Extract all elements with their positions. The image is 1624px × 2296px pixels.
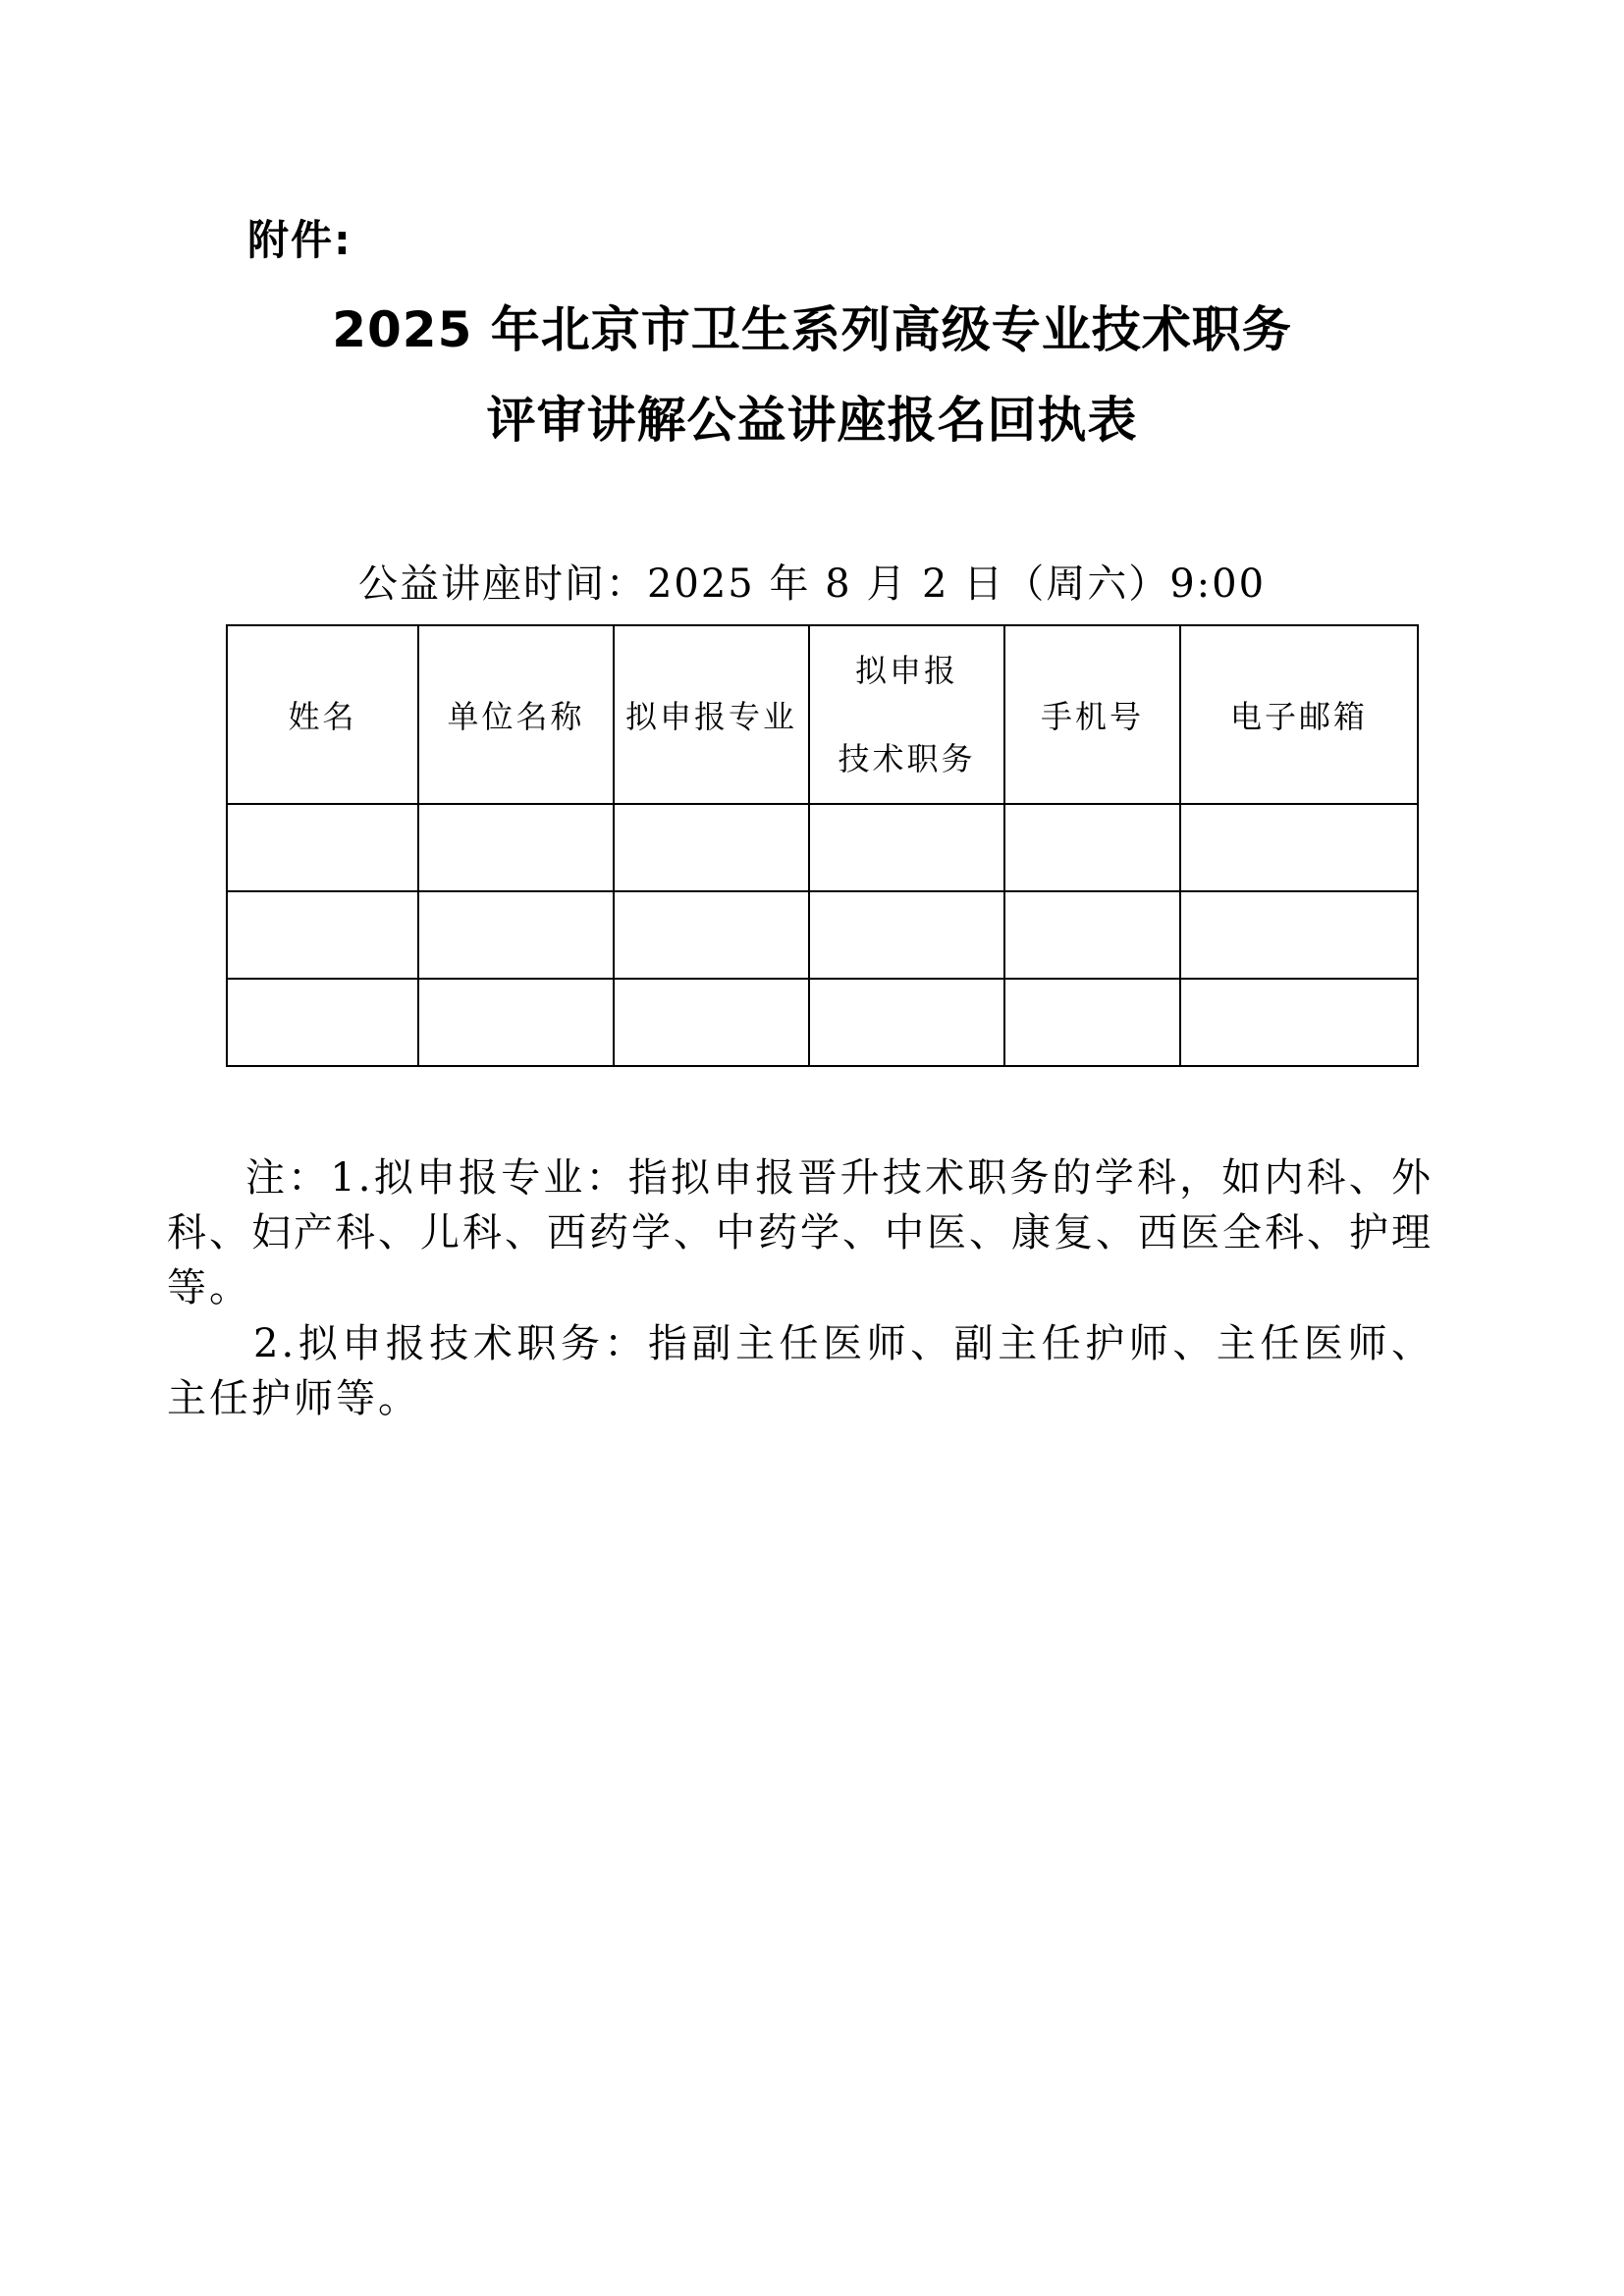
cell-specialty[interactable] [614, 979, 809, 1066]
header-organization: 单位名称 [418, 625, 614, 804]
table-row [227, 979, 1418, 1066]
header-title-line-2: 技术职务 [838, 740, 976, 777]
cell-specialty[interactable] [614, 804, 809, 891]
cell-phone[interactable] [1004, 891, 1180, 979]
header-title-line-1: 拟申报 [854, 652, 958, 689]
cell-email[interactable] [1180, 804, 1418, 891]
header-name: 姓名 [227, 625, 418, 804]
header-phone: 手机号 [1004, 625, 1180, 804]
table-row [227, 804, 1418, 891]
header-title [809, 625, 1004, 804]
cell-name[interactable] [227, 804, 418, 891]
header-specialty: 拟申报专业 [614, 625, 809, 804]
cell-specialty[interactable] [614, 891, 809, 979]
cell-title[interactable] [809, 979, 1004, 1066]
cell-email[interactable] [1180, 979, 1418, 1066]
cell-organization[interactable] [418, 979, 614, 1066]
cell-organization[interactable] [418, 804, 614, 891]
header-email: 电子邮箱 [1180, 625, 1418, 804]
cell-title[interactable] [809, 891, 1004, 979]
cell-phone[interactable] [1004, 804, 1180, 891]
table-row [227, 891, 1418, 979]
cell-organization[interactable] [418, 891, 614, 979]
table-header-row [227, 625, 1418, 804]
lecture-time: 公益讲座时间：2025 年 8 月 2 日（周六）9:00 [357, 561, 1267, 607]
cell-title[interactable] [809, 804, 1004, 891]
attachment-label: 附件: [247, 216, 352, 264]
cell-name[interactable] [227, 979, 418, 1066]
registration-table [226, 624, 1419, 1067]
document-title-line-1: 2025 年北京市卫生系列高级专业技术职务 [332, 301, 1292, 358]
document-title-line-2: 评审讲解公益讲座报名回执表 [486, 392, 1138, 449]
note-title: 2.拟申报技术职务：指副主任医师、副主任护师、主任医师、主任护师等。 [167, 1321, 1434, 1421]
note-specialty: 注：1.拟申报专业：指拟申报晋升技术职务的学科，如内科、外科、妇产科、儿科、西药学、中药学、中医、康复、西医全科、护理等。 [167, 1155, 1434, 1310]
cell-phone[interactable] [1004, 979, 1180, 1066]
cell-name[interactable] [227, 891, 418, 979]
cell-email[interactable] [1180, 891, 1418, 979]
